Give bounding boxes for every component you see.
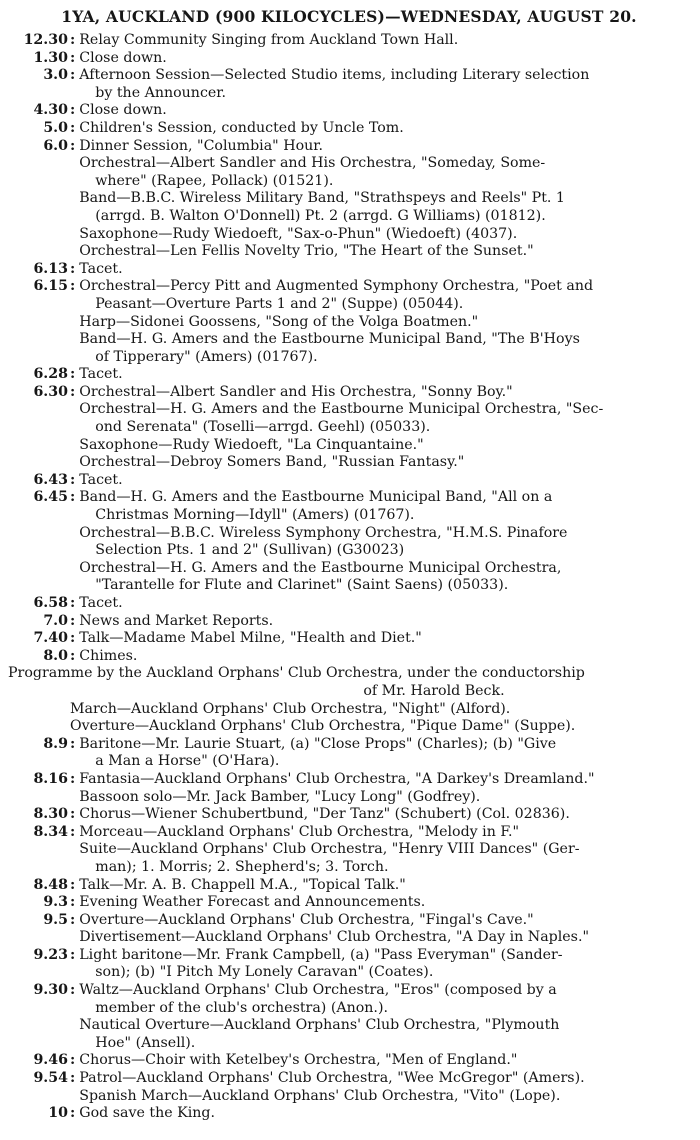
programme-entry xyxy=(8,947,690,982)
programme-entry xyxy=(8,613,690,631)
entry-line: "Tarantelle for Flute and Clarinet" (Saint Saens) (05033). xyxy=(95,577,509,594)
entry-line: Hoe" (Ansell). xyxy=(95,1034,196,1051)
entry-time: 8.16 xyxy=(33,770,68,787)
entry-body xyxy=(8,665,690,735)
entry-body xyxy=(79,1070,690,1105)
entry-time: 6.45 xyxy=(33,489,68,506)
entry-time-colon: : xyxy=(70,911,76,928)
programme-entry xyxy=(8,982,690,1052)
entry-line: ond Serenata" (Toselli—arrgd. Geehl) (05033). xyxy=(95,419,431,436)
entry-line: Dinner Session, "Columbia" Hour. xyxy=(79,137,323,154)
programme-entry xyxy=(8,120,690,138)
entry-line: Orchestral—B.B.C. Wireless Symphony Orchestra, "H.M.S. Pinafore xyxy=(79,524,568,541)
entry-line: Divertisement—Auckland Orphans' Club Orchestra, "A Day in Naples." xyxy=(79,929,590,946)
programme-entry xyxy=(8,595,690,613)
programme-entry xyxy=(8,736,690,771)
programme-entry xyxy=(8,67,690,102)
programme-entry xyxy=(8,50,690,68)
entry-line: Baritone—Mr. Laurie Stuart, (a) "Close Props" (Charles); (b) "Give xyxy=(79,735,557,752)
programme-entry xyxy=(8,630,690,648)
entry-time-colon: : xyxy=(70,67,76,84)
entry-time: 8.0 xyxy=(43,647,68,664)
entry-body xyxy=(79,489,690,595)
entry-time: 6.13 xyxy=(33,260,68,277)
entry-body xyxy=(79,648,690,666)
entry-time-colon: : xyxy=(70,1052,76,1069)
entry-line: Selection Pts. 1 and 2" (Sullivan) (G30023) xyxy=(95,542,405,559)
entry-time: 6.58 xyxy=(33,595,68,611)
entry-time: 10 xyxy=(48,1105,68,1122)
entry-line: Talk—Madame Mabel Milne, "Health and Diet." xyxy=(79,630,422,647)
entry-line: Bassoon solo—Mr. Jack Bamber, "Lucy Long" (Godfrey). xyxy=(79,788,481,805)
entry-line: of Mr. Harold Beck. xyxy=(363,682,505,699)
programme-entry xyxy=(8,261,690,279)
entry-body xyxy=(79,613,690,631)
entry-line: Morceau—Auckland Orphans' Club Orchestra, "Melody in F." xyxy=(79,823,520,840)
entry-time-colon: : xyxy=(70,894,76,911)
entry-body xyxy=(79,806,690,824)
entry-line: Chorus—Choir with Ketelbey's Orchestra, "Men of England." xyxy=(79,1052,518,1069)
programme-list xyxy=(8,32,690,1123)
entry-time-colon: : xyxy=(70,119,76,136)
entry-line: Band—H. G. Amers and the Eastbourne Municipal Band, "The B'Hoys xyxy=(79,331,580,348)
entry-line: Spanish March—Auckland Orphans' Club Orchestra, "Vito" (Lope). xyxy=(79,1087,561,1104)
programme-entry xyxy=(8,877,690,895)
entry-line: Suite—Auckland Orphans' Club Orchestra, "Henry VIII Dances" (Ger- xyxy=(79,841,580,858)
entry-line: Christmas Morning—Idyll" (Amers) (01767). xyxy=(95,507,415,524)
entry-body xyxy=(79,1105,690,1123)
entry-time-colon: : xyxy=(70,982,76,999)
entry-line: of Tipperary" (Amers) (01767). xyxy=(95,348,318,365)
entry-time-colon: : xyxy=(70,137,76,154)
entry-time-colon: : xyxy=(70,612,76,629)
entry-body xyxy=(79,50,690,68)
entry-time: 8.48 xyxy=(33,876,68,893)
entry-time: 7.0 xyxy=(43,612,68,629)
programme-entry xyxy=(8,806,690,824)
entry-time-colon: : xyxy=(70,49,76,66)
entry-body xyxy=(79,67,690,102)
entry-line: Band—B.B.C. Wireless Military Band, "Strathspeys and Reels" Pt. 1 xyxy=(79,190,565,207)
entry-time-colon: : xyxy=(70,595,76,611)
entry-body xyxy=(79,366,690,384)
entry-line: Tacet. xyxy=(79,366,123,383)
programme-entry xyxy=(8,665,690,735)
entry-time: 6.0 xyxy=(43,137,68,154)
entry-line: man); 1. Morris; 2. Shepherd's; 3. Torch. xyxy=(95,858,389,875)
entry-time-colon: : xyxy=(70,876,76,893)
entry-line: Chimes. xyxy=(79,647,138,664)
entry-line: son); (b) "I Pitch My Lonely Caravan" (Coates). xyxy=(95,964,434,981)
entry-time: 1.30 xyxy=(33,49,68,66)
programme-entry xyxy=(8,912,690,947)
entry-time-colon: : xyxy=(70,489,76,506)
entry-time: 6.15 xyxy=(33,278,68,295)
programme-entry xyxy=(8,384,690,472)
entry-time: 9.30 xyxy=(33,982,68,999)
entry-line: Orchestral—Albert Sandler and His Orchestra, "Sonny Boy." xyxy=(79,383,513,400)
entry-line: where" (Rapee, Pollack) (01521). xyxy=(95,172,334,189)
entry-line: Overture—Auckland Orphans' Club Orchestra, "Fingal's Cave." xyxy=(79,911,534,928)
entry-line: (arrgd. B. Walton O'Donnell) Pt. 2 (arrgd. G Williams) (01812). xyxy=(95,207,546,224)
entry-line: Waltz—Auckland Orphans' Club Orchestra, "Eros" (composed by a xyxy=(79,982,557,999)
programme-entry xyxy=(8,824,690,877)
entry-line: Close down. xyxy=(79,102,167,119)
entry-time: 4.30 xyxy=(33,102,68,119)
programme-entry xyxy=(8,1052,690,1070)
entry-time-colon: : xyxy=(70,278,76,295)
programme-entry xyxy=(8,648,690,666)
entry-line: Talk—Mr. A. B. Chappell M.A., "Topical Talk." xyxy=(79,876,406,893)
entry-line: Orchestral—Percy Pitt and Augmented Symphony Orchestra, "Poet and xyxy=(79,278,594,295)
entry-body xyxy=(79,138,690,261)
entry-line: Peasant—Overture Parts 1 and 2" (Suppe) (05044). xyxy=(95,295,464,312)
entry-time-colon: : xyxy=(70,735,76,752)
entry-body xyxy=(79,102,690,120)
entry-line: Patrol—Auckland Orphans' Club Orchestra, "Wee McGregor" (Amers). xyxy=(79,1070,585,1087)
entry-time: 6.28 xyxy=(33,366,68,383)
programme-entry xyxy=(8,102,690,120)
entry-time-colon: : xyxy=(70,1105,76,1122)
entry-line: Afternoon Session—Selected Studio items, including Literary selection xyxy=(79,67,590,84)
programme-entry xyxy=(8,771,690,806)
programme-entry xyxy=(8,1105,690,1123)
entry-time: 7.40 xyxy=(33,630,68,647)
entry-line: Nautical Overture—Auckland Orphans' Club Orchestra, "Plymouth xyxy=(79,1017,560,1034)
entry-line: Saxophone—Rudy Wiedoeft, "Sax-o-Phun" (Wiedoeft) (4037). xyxy=(79,225,518,242)
entry-time: 8.9 xyxy=(43,735,68,752)
entry-body xyxy=(79,630,690,648)
programme-entry xyxy=(8,32,690,50)
entry-body xyxy=(79,736,690,771)
entry-line: Light baritone—Mr. Frank Campbell, (a) "Pass Everyman" (Sander- xyxy=(79,946,563,963)
entry-body xyxy=(79,947,690,982)
entry-body xyxy=(79,384,690,472)
entry-time: 6.43 xyxy=(33,471,68,488)
entry-time-colon: : xyxy=(70,647,76,664)
entry-time: 8.34 xyxy=(33,823,68,840)
entry-time: 9.5 xyxy=(43,911,68,928)
entry-time: 3.0 xyxy=(43,67,68,84)
entry-body xyxy=(79,982,690,1052)
entry-time-colon: : xyxy=(70,770,76,787)
entry-time-colon: : xyxy=(70,1070,76,1087)
entry-line: a Man a Horse" (O'Hara). xyxy=(95,753,280,770)
entry-line: Orchestral—H. G. Amers and the Eastbourne Municipal Orchestra, xyxy=(79,559,562,576)
programme-entry xyxy=(8,894,690,912)
entry-time: 9.54 xyxy=(33,1070,68,1087)
entry-time-colon: : xyxy=(70,806,76,823)
programme-entry xyxy=(8,1070,690,1105)
entry-time: 9.3 xyxy=(43,894,68,911)
entry-line: Tacet. xyxy=(79,595,123,611)
entry-time-colon: : xyxy=(70,102,76,119)
programme-entry xyxy=(8,489,690,595)
entry-line: Relay Community Singing from Auckland Town Hall. xyxy=(79,32,459,48)
programme-entry xyxy=(8,366,690,384)
entry-time-colon: : xyxy=(70,383,76,400)
entry-line: Close down. xyxy=(79,49,167,66)
entry-body xyxy=(79,912,690,947)
entry-time: 5.0 xyxy=(43,119,68,136)
entry-time-colon: : xyxy=(70,630,76,647)
entry-time: 12.30 xyxy=(23,32,68,48)
entry-time: 6.30 xyxy=(33,383,68,400)
entry-body xyxy=(79,278,690,366)
entry-body xyxy=(79,894,690,912)
entry-time-colon: : xyxy=(70,823,76,840)
entry-body xyxy=(79,595,690,613)
entry-line: Band—H. G. Amers and the Eastbourne Municipal Band, "All on a xyxy=(79,489,553,506)
entry-body xyxy=(79,472,690,490)
entry-body xyxy=(79,771,690,806)
entry-line: Tacet. xyxy=(79,471,123,488)
entry-body xyxy=(79,32,690,50)
entry-body xyxy=(79,824,690,877)
entry-line: by the Announcer. xyxy=(95,84,227,101)
entry-line: News and Market Reports. xyxy=(79,612,274,629)
programme-entry xyxy=(8,278,690,366)
entry-time-colon: : xyxy=(70,260,76,277)
entry-body xyxy=(79,120,690,138)
entry-line: Tacet. xyxy=(79,260,123,277)
entry-line: Harp—Sidonei Goossens, "Song of the Volga Boatmen." xyxy=(79,313,479,330)
entry-time: 9.46 xyxy=(33,1052,68,1069)
entry-line: Orchestral—Len Fellis Novelty Trio, "The Heart of the Sunset." xyxy=(79,243,534,260)
entry-line: Orchestral—Albert Sandler and His Orchestra, "Someday, Some- xyxy=(79,155,546,172)
entry-body xyxy=(79,261,690,279)
entry-line: God save the King. xyxy=(79,1105,215,1122)
programme-entry xyxy=(8,138,690,261)
entry-line: Orchestral—Debroy Somers Band, "Russian Fantasy." xyxy=(79,454,465,471)
entry-line: Saxophone—Rudy Wiedoeft, "La Cinquantaine." xyxy=(79,436,424,453)
entry-line: Orchestral—H. G. Amers and the Eastbourne Municipal Orchestra, "Sec- xyxy=(79,401,604,418)
entry-time: 8.30 xyxy=(33,806,68,823)
programme-entry xyxy=(8,472,690,490)
entry-time-colon: : xyxy=(70,32,76,48)
entry-time-colon: : xyxy=(70,946,76,963)
entry-line: Overture—Auckland Orphans' Club Orchestra, "Pique Dame" (Suppe). xyxy=(70,718,576,735)
page-heading: 1YA, AUCKLAND (900 KILOCYCLES)—WEDNESDAY, AUGUST 20. xyxy=(61,7,637,26)
entry-time-colon: : xyxy=(70,471,76,488)
entry-body xyxy=(79,1052,690,1070)
entry-time-colon: : xyxy=(70,366,76,383)
entry-line: Fantasia—Auckland Orphans' Club Orchestra, "A Darkey's Dreamland." xyxy=(79,770,595,787)
entry-line: member of the club's orchestra) (Anon.). xyxy=(95,999,388,1016)
entry-line: Programme by the Auckland Orphans' Club Orchestra, under the conductorship xyxy=(8,665,585,682)
entry-time: 9.23 xyxy=(33,946,68,963)
entry-line: Chorus—Wiener Schubertbund, "Der Tanz" (Schubert) (Col. 02836). xyxy=(79,806,570,823)
entry-line: Evening Weather Forecast and Announcements. xyxy=(79,894,426,911)
entry-body xyxy=(79,877,690,895)
entry-line: Children's Session, conducted by Uncle Tom. xyxy=(79,119,404,136)
entry-line: March—Auckland Orphans' Club Orchestra, "Night" (Alford). xyxy=(70,700,511,717)
